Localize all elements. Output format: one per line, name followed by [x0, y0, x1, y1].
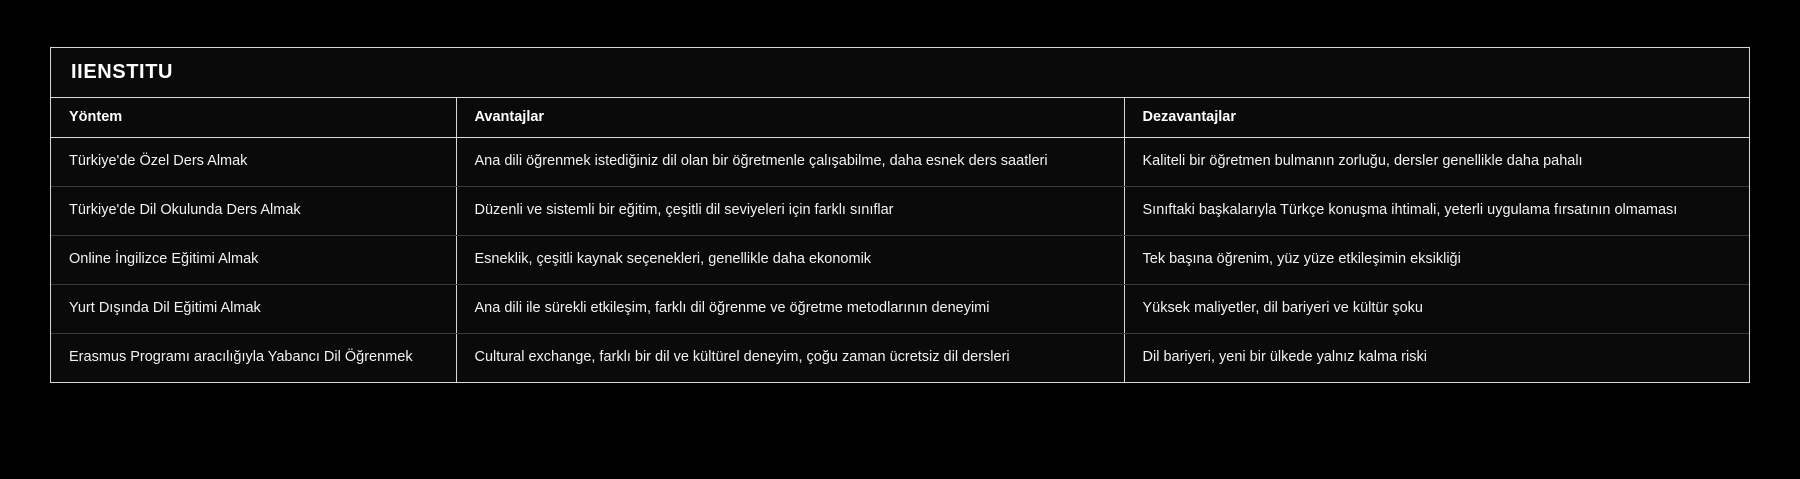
table-row — [51, 187, 1749, 236]
cell-disadvantages: Tek başına öğrenim, yüz yüze etkileşimin eksikliği — [1124, 236, 1749, 285]
comparison-table-card — [50, 47, 1750, 383]
table-row — [51, 285, 1749, 334]
cell-advantages: Cultural exchange, farklı bir dil ve kültürel deneyim, çoğu zaman ücretsiz dil dersleri — [456, 334, 1124, 383]
comparison-table — [51, 98, 1749, 382]
table-row — [51, 334, 1749, 383]
table-header-row — [51, 98, 1749, 138]
cell-disadvantages: Sınıftaki başkalarıyla Türkçe konuşma ihtimali, yeterli uygulama fırsatının olmaması — [1124, 187, 1749, 236]
cell-advantages: Esneklik, çeşitli kaynak seçenekleri, genellikle daha ekonomik — [456, 236, 1124, 285]
table-body — [51, 138, 1749, 383]
table-row — [51, 236, 1749, 285]
cell-disadvantages: Kaliteli bir öğretmen bulmanın zorluğu, dersler genellikle daha pahalı — [1124, 138, 1749, 187]
cell-disadvantages: Dil bariyeri, yeni bir ülkede yalnız kalma riski — [1142, 349, 1427, 366]
brand-title: IIENSTITU — [71, 61, 174, 83]
cell-method: Online İngilizce Eğitimi Almak — [51, 236, 456, 285]
brand-header — [51, 48, 1749, 98]
table-row — [51, 138, 1749, 187]
cell-disadvantages: Yüksek maliyetler, dil bariyeri ve kültür şoku — [1124, 285, 1749, 334]
column-header-advantages: Avantajlar — [456, 98, 1124, 138]
table-header — [51, 98, 1749, 138]
column-header-method: Yöntem — [51, 98, 456, 138]
cell-method: Erasmus Programı aracılığıyla Yabancı Dil Öğrenmek — [51, 334, 456, 383]
cell-method: Yurt Dışında Dil Eğitimi Almak — [51, 285, 456, 334]
cell-advantages: Ana dili öğrenmek istediğiniz dil olan bir öğretmenle çalışabilme, daha esnek ders saatleri — [456, 138, 1124, 187]
cell-advantages: Düzenli ve sistemli bir eğitim, çeşitli dil seviyeleri için farklı sınıflar — [456, 187, 1124, 236]
column-header-disadvantages: Dezavantajlar — [1124, 98, 1749, 138]
cell-advantages: Ana dili ile sürekli etkileşim, farklı dil öğrenme ve öğretme metodlarının deneyimi — [456, 285, 1124, 334]
cell-method: Türkiye'de Özel Ders Almak — [51, 138, 456, 187]
cell-method: Türkiye'de Dil Okulunda Ders Almak — [51, 187, 456, 236]
